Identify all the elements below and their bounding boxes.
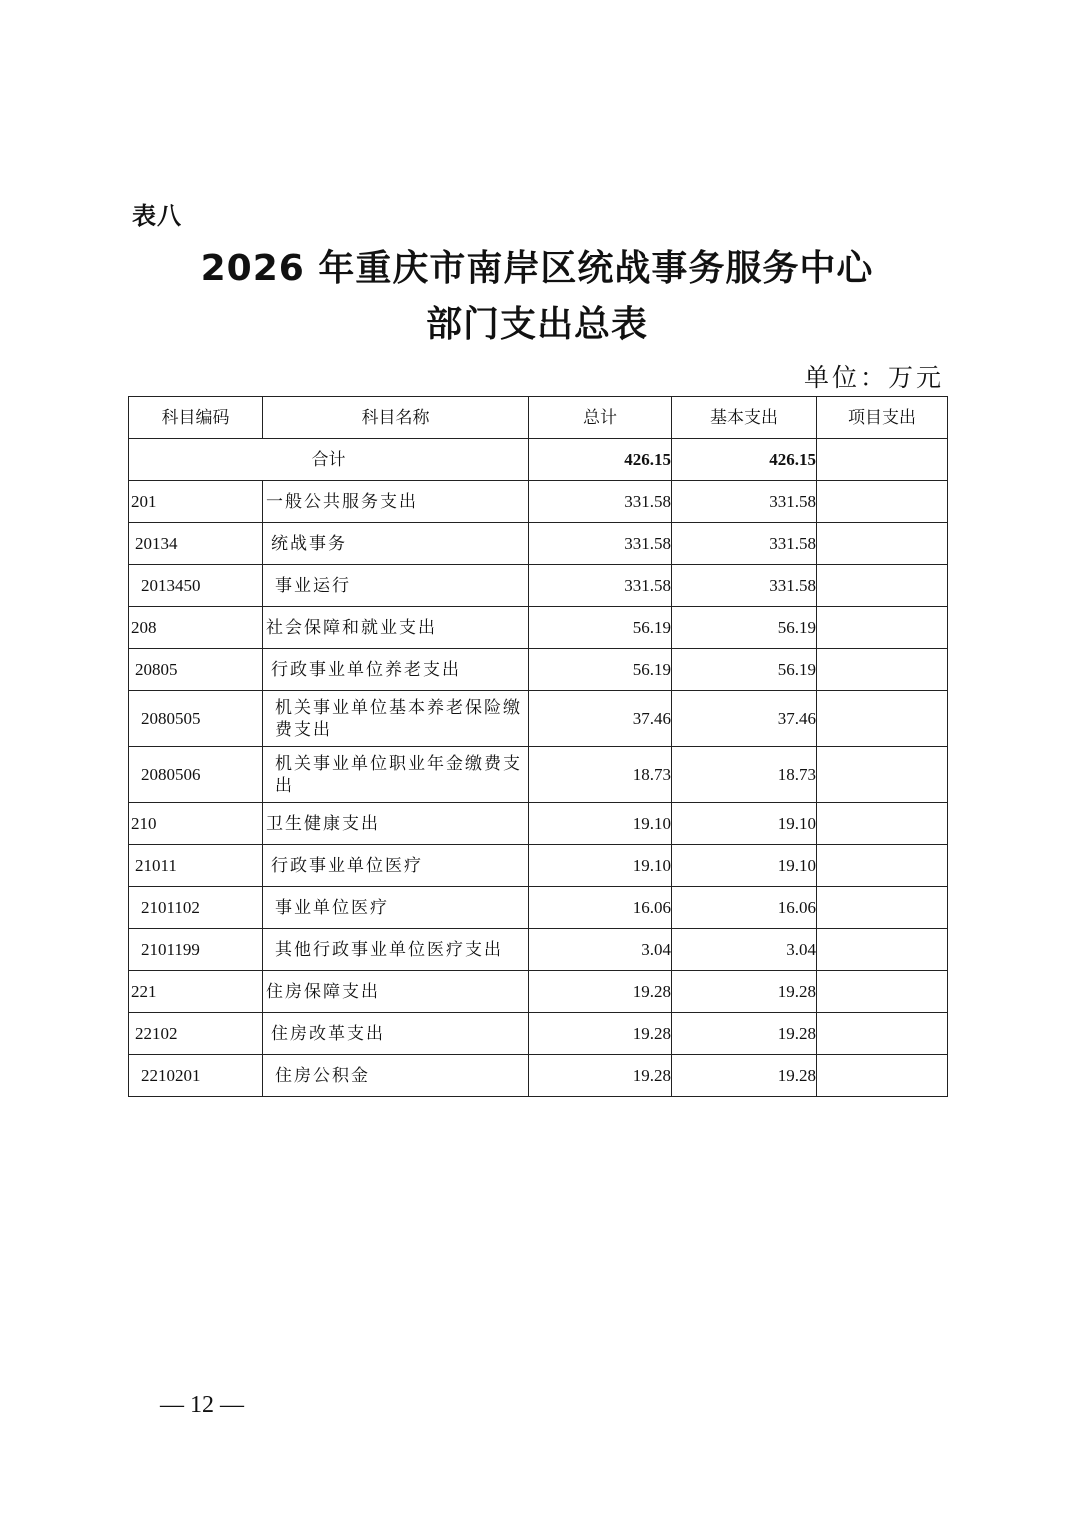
row-total: 19.28 — [529, 971, 672, 1013]
page-subtitle: 部门支出总表 — [425, 304, 648, 345]
row-project — [817, 691, 948, 747]
table-row — [129, 649, 948, 691]
row-basic: 19.28 — [672, 1055, 817, 1097]
row-basic: 18.73 — [672, 747, 817, 803]
row-code: 2210201 — [129, 1055, 263, 1097]
row-basic: 331.58 — [672, 481, 817, 523]
expenditure-table — [128, 396, 948, 1097]
total-basic: 426.15 — [672, 439, 817, 481]
header-code: 科目编码 — [129, 397, 263, 439]
table-row — [129, 523, 948, 565]
row-name: 住房改革支出 — [263, 1013, 529, 1055]
row-project — [817, 649, 948, 691]
header-project: 项目支出 — [817, 397, 948, 439]
row-code: 22102 — [129, 1013, 263, 1055]
header-basic: 基本支出 — [672, 397, 817, 439]
row-name: 住房公积金 — [263, 1055, 529, 1097]
table-row — [129, 803, 948, 845]
row-project — [817, 929, 948, 971]
row-project — [817, 1013, 948, 1055]
row-name: 住房保障支出 — [263, 971, 529, 1013]
total-label: 合计 — [129, 439, 529, 481]
table-row — [129, 929, 948, 971]
table-row — [129, 845, 948, 887]
table-row — [129, 1055, 948, 1097]
page-number: — 12 — — [160, 1392, 244, 1418]
table-row — [129, 971, 948, 1013]
row-basic: 19.28 — [672, 1013, 817, 1055]
unit-label: 单位：万元 — [803, 363, 944, 392]
row-name: 卫生健康支出 — [263, 803, 529, 845]
row-total: 18.73 — [529, 747, 672, 803]
row-total: 16.06 — [529, 887, 672, 929]
row-total: 19.10 — [529, 845, 672, 887]
row-name: 行政事业单位医疗 — [263, 845, 529, 887]
row-name: 其他行政事业单位医疗支出 — [263, 929, 529, 971]
row-code: 2080506 — [129, 747, 263, 803]
row-total: 56.19 — [529, 649, 672, 691]
row-code: 201 — [129, 481, 263, 523]
row-name: 一般公共服务支出 — [263, 481, 529, 523]
row-name: 事业运行 — [263, 565, 529, 607]
row-total: 19.28 — [529, 1013, 672, 1055]
row-project — [817, 607, 948, 649]
row-total: 19.28 — [529, 1055, 672, 1097]
row-project — [817, 971, 948, 1013]
row-basic: 331.58 — [672, 565, 817, 607]
header-total: 总计 — [529, 397, 672, 439]
table-header-row — [129, 397, 948, 439]
row-code: 20134 — [129, 523, 263, 565]
row-project — [817, 1055, 948, 1097]
row-project — [817, 523, 948, 565]
row-name: 行政事业单位养老支出 — [263, 649, 529, 691]
row-code: 2101199 — [129, 929, 263, 971]
row-name: 统战事务 — [263, 523, 529, 565]
row-total: 37.46 — [529, 691, 672, 747]
row-basic: 19.10 — [672, 803, 817, 845]
row-total: 3.04 — [529, 929, 672, 971]
total-row — [129, 439, 948, 481]
table-label: 表八 — [132, 202, 182, 230]
page-title: 2026 年重庆市南岸区统战事务服务中心 — [200, 248, 874, 289]
row-basic: 56.19 — [672, 607, 817, 649]
row-project — [817, 845, 948, 887]
row-project — [817, 803, 948, 845]
table-row — [129, 747, 948, 803]
row-basic: 331.58 — [672, 523, 817, 565]
row-code: 208 — [129, 607, 263, 649]
row-name: 事业单位医疗 — [263, 887, 529, 929]
row-name: 机关事业单位基本养老保险缴费支出 — [263, 691, 529, 747]
row-code: 2013450 — [129, 565, 263, 607]
row-basic: 16.06 — [672, 887, 817, 929]
row-project — [817, 747, 948, 803]
row-name: 机关事业单位职业年金缴费支出 — [263, 747, 529, 803]
row-code: 221 — [129, 971, 263, 1013]
row-basic: 37.46 — [672, 691, 817, 747]
row-project — [817, 481, 948, 523]
table-row — [129, 1013, 948, 1055]
row-project — [817, 887, 948, 929]
row-total: 331.58 — [529, 481, 672, 523]
table-row — [129, 481, 948, 523]
row-basic: 3.04 — [672, 929, 817, 971]
header-name: 科目名称 — [263, 397, 529, 439]
row-name: 社会保障和就业支出 — [263, 607, 529, 649]
table-row — [129, 565, 948, 607]
total-project — [817, 439, 948, 481]
row-basic: 56.19 — [672, 649, 817, 691]
row-code: 210 — [129, 803, 263, 845]
table-row — [129, 887, 948, 929]
row-project — [817, 565, 948, 607]
row-total: 331.58 — [529, 523, 672, 565]
row-code: 20805 — [129, 649, 263, 691]
row-total: 19.10 — [529, 803, 672, 845]
table-row — [129, 691, 948, 747]
row-total: 56.19 — [529, 607, 672, 649]
row-code: 21011 — [129, 845, 263, 887]
row-code: 2101102 — [129, 887, 263, 929]
row-code: 2080505 — [129, 691, 263, 747]
row-basic: 19.10 — [672, 845, 817, 887]
row-total: 331.58 — [529, 565, 672, 607]
total-sum: 426.15 — [529, 439, 672, 481]
row-basic: 19.28 — [672, 971, 817, 1013]
table-row — [129, 607, 948, 649]
